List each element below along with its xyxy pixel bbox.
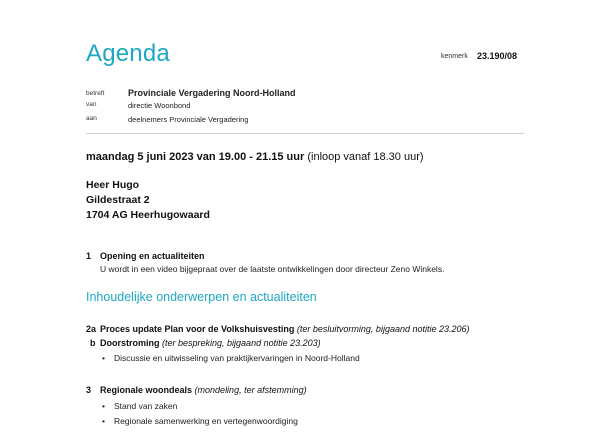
meeting-date-time: maandag 5 juni 2023 van 19.00 - 21.15 uur [86, 151, 305, 163]
meta-value: deelnemers Provinciale Vergadering [128, 115, 249, 124]
item-title: Doorstroming [100, 338, 160, 348]
address-line: Gildestraat 2 [86, 194, 150, 206]
item-number: 2a [86, 324, 97, 334]
item-number: 1 [86, 251, 92, 261]
list-item-text: Discussie en uitwisseling van praktijkervaringen in Noord-Holland [114, 353, 360, 363]
meta-key: van [86, 101, 97, 108]
item-title: Regionale woondeals [100, 385, 193, 395]
section-heading: Inhoudelijke onderwerpen en actualiteiten [86, 290, 317, 304]
item-description: U wordt in een video bijgepraat over de laatste ontwikkelingen door directeur Zeno Winkels. [100, 264, 445, 274]
address-line: Heer Hugo [86, 179, 140, 191]
meta-key: betreft [86, 90, 105, 97]
meta-value: directie Woonbond [128, 101, 191, 110]
list-item-text: Stand van zaken [114, 401, 178, 411]
kenmerk-value: 23.190/08 [477, 51, 518, 61]
address-line: 1704 AG Heerhugowaard [86, 209, 210, 221]
page-title: Agenda [86, 40, 170, 67]
item-title: Opening en actualiteiten [100, 251, 205, 261]
bullet-icon: • [102, 401, 105, 411]
bullet-icon: • [102, 353, 105, 363]
meta-value: Provinciale Vergadering Noord-Holland [128, 88, 296, 98]
item-note: (ter besluitvorming, bijgaand notitie 23.206) [296, 324, 470, 334]
meeting-walk-in: (inloop vanaf 18.30 uur) [307, 151, 424, 163]
meeting-date [86, 151, 424, 163]
bullet-icon: • [102, 416, 105, 426]
kenmerk-label: kenmerk [441, 53, 468, 60]
item-note: (ter bespreking, bijgaand notitie 23.203) [162, 338, 321, 348]
item-number: b [90, 338, 96, 348]
item-note: (mondeling, ter afstemming) [194, 385, 307, 395]
divider [86, 133, 524, 134]
item-number: 3 [86, 385, 92, 395]
item-title: Proces update Plan voor de Volkshuisvesting [100, 324, 295, 334]
list-item-text: Regionale samenwerking en vertegenwoordiging [114, 416, 298, 426]
meta-key: aan [86, 115, 97, 122]
